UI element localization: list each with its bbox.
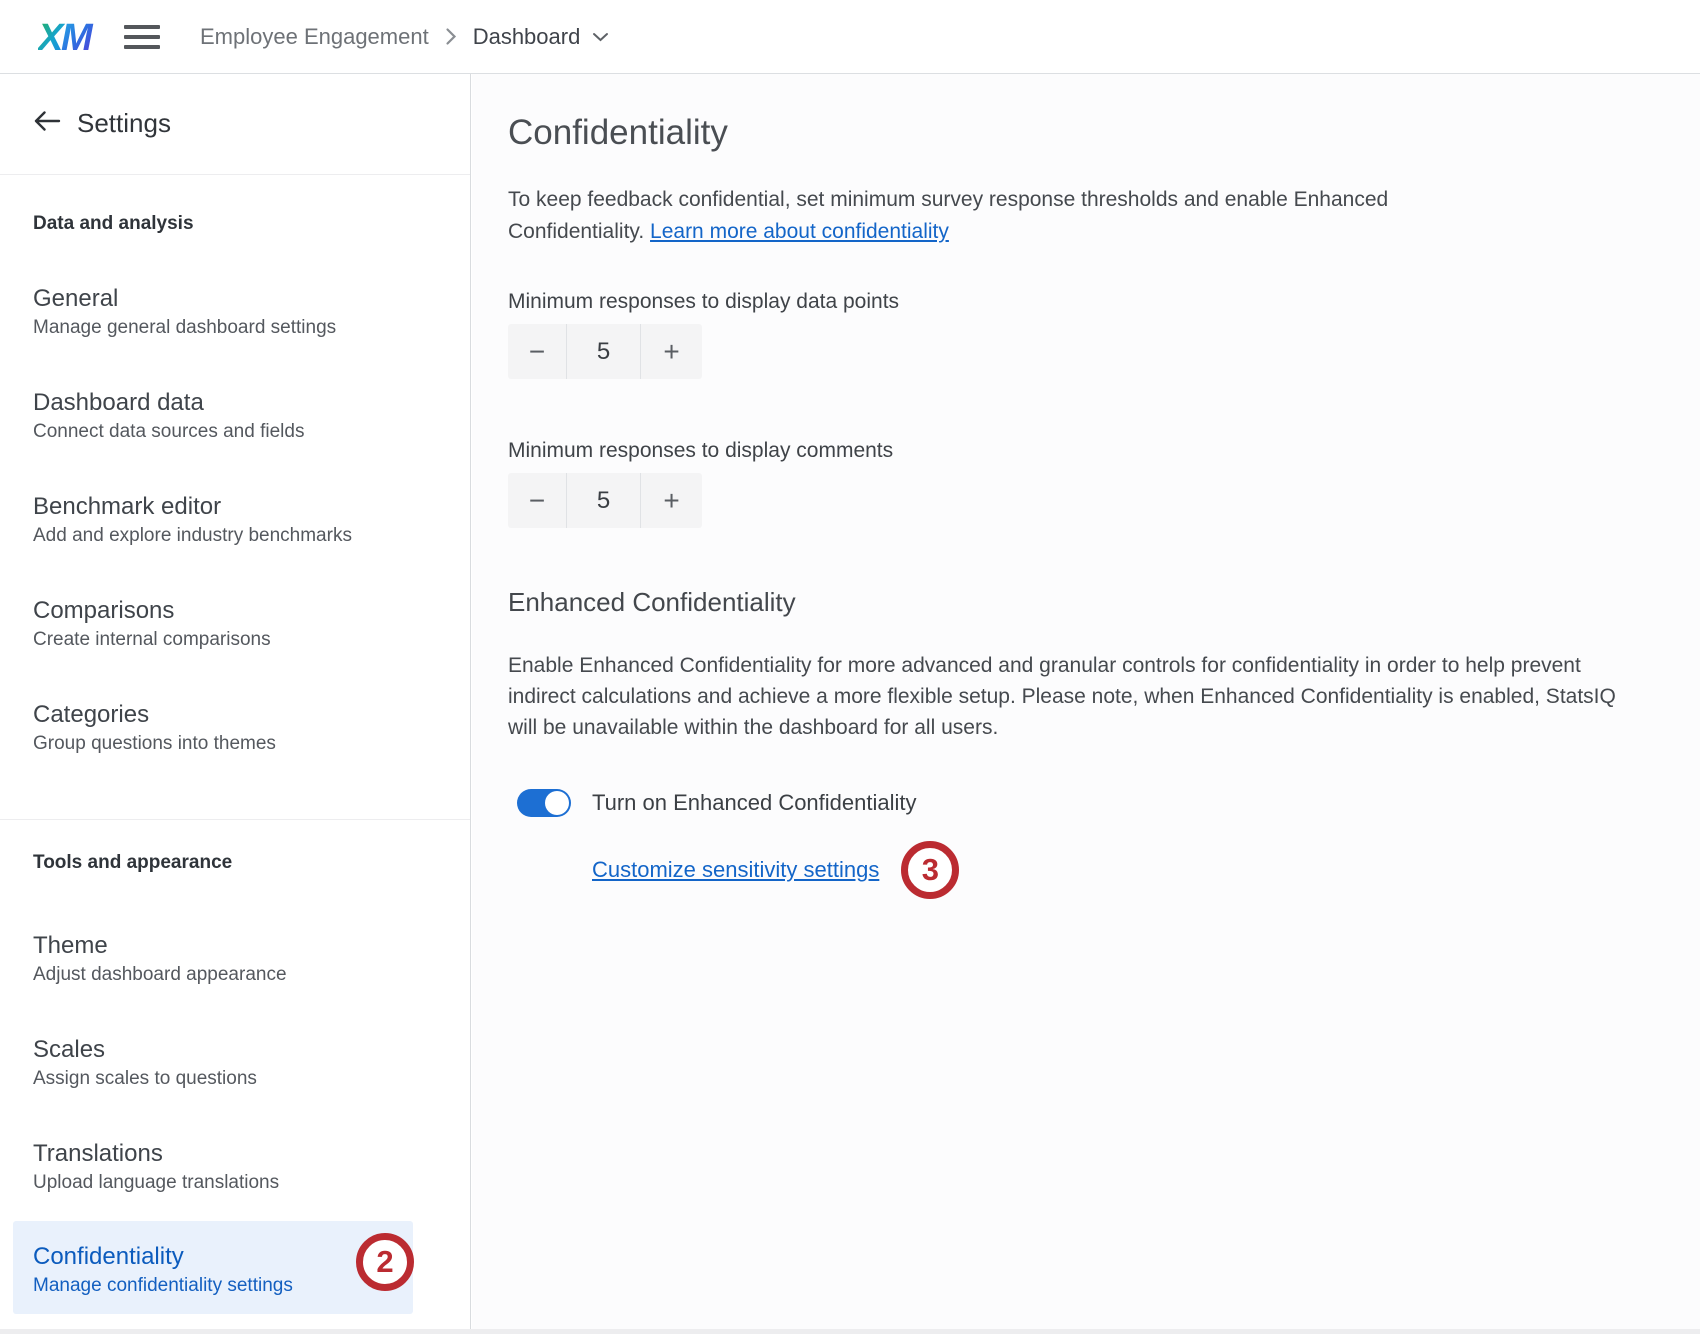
- sidebar-item-subtitle: Manage general dashboard settings: [33, 317, 337, 338]
- min-responses-data-points-stepper: [508, 324, 702, 379]
- bottom-edge-strip: [0, 1329, 1700, 1334]
- sidebar-item-general[interactable]: [0, 285, 470, 339]
- stepper-value: 5: [566, 324, 641, 379]
- increment-button[interactable]: +: [663, 484, 680, 516]
- increment-button[interactable]: +: [663, 335, 680, 367]
- sidebar-item-subtitle: Adjust dashboard appearance: [33, 964, 287, 985]
- sidebar-item-confidentiality-selected[interactable]: [13, 1221, 413, 1314]
- breadcrumb: [200, 24, 609, 50]
- customize-sensitivity-row: [508, 841, 1700, 899]
- sidebar-item-translations[interactable]: [0, 1140, 470, 1194]
- section-label-data-and-analysis: Data and analysis: [33, 213, 194, 234]
- sidebar-item-title: Scales: [33, 1036, 106, 1063]
- sidebar-item-title: Benchmark editor: [33, 493, 222, 520]
- sidebar-item-subtitle: Connect data sources and fields: [33, 421, 305, 442]
- svg-text:M: M: [61, 16, 93, 58]
- sidebar-item-title: Theme: [33, 932, 108, 959]
- learn-more-link[interactable]: Learn more about confidentiality: [650, 220, 949, 243]
- sidebar-item-subtitle: Group questions into themes: [33, 733, 276, 754]
- hamburger-menu-icon[interactable]: [124, 24, 162, 50]
- sidebar-item-title: Categories: [33, 701, 150, 728]
- breadcrumb-product[interactable]: Employee Engagement: [200, 23, 429, 49]
- sidebar-item-theme[interactable]: [0, 932, 470, 986]
- svg-text:X: X: [38, 16, 64, 58]
- enhanced-confidentiality-heading: Enhanced Confidentiality: [508, 587, 796, 617]
- settings-sidebar: [0, 74, 471, 1334]
- sidebar-item-dashboard-data[interactable]: [0, 389, 470, 443]
- sidebar-item-comparisons[interactable]: [0, 597, 470, 651]
- annotation-step-2-badge: 2: [356, 1233, 414, 1291]
- enhanced-confidentiality-toggle[interactable]: [517, 789, 571, 817]
- settings-title: Settings: [77, 108, 171, 138]
- sidebar-item-title: Translations: [33, 1140, 163, 1167]
- sidebar-item-subtitle: Upload language translations: [33, 1172, 280, 1193]
- section-label-tools-and-appearance: Tools and appearance: [33, 852, 233, 873]
- intro-paragraph: [508, 184, 1498, 248]
- enhanced-confidentiality-toggle-row: [508, 789, 1700, 817]
- toggle-label: Turn on Enhanced Confidentiality: [592, 790, 917, 815]
- intro-text: To keep feedback confidential, set minimum survey response thresholds and enable Enhanced Confidentiality.: [508, 188, 1389, 243]
- back-arrow-icon[interactable]: [33, 110, 61, 137]
- sidebar-section-divider: [0, 819, 470, 820]
- page-title: Confidentiality: [508, 113, 728, 152]
- confidentiality-settings-panel: [472, 74, 1700, 1334]
- breadcrumb-current-dashboard[interactable]: Dashboard: [472, 23, 581, 49]
- annotation-step-3-badge: 3: [901, 841, 959, 899]
- stepper-value: 5: [566, 473, 641, 528]
- sidebar-item-title: Dashboard data: [33, 389, 204, 416]
- sidebar-item-title: Confidentiality: [33, 1243, 184, 1270]
- min-responses-comments-label: Minimum responses to display comments: [508, 439, 894, 462]
- sidebar-item-subtitle: Assign scales to questions: [33, 1068, 257, 1089]
- xm-logo[interactable]: [38, 16, 98, 58]
- sidebar-item-subtitle: Create internal comparisons: [33, 629, 271, 650]
- decrement-button[interactable]: −: [528, 484, 546, 516]
- sidebar-item-title: Comparisons: [33, 597, 175, 624]
- sidebar-item-categories[interactable]: [0, 701, 470, 755]
- enhanced-confidentiality-description: Enable Enhanced Confidentiality for more advanced and granular controls for confidentiality in order to help prevent indirect calculations and achieve a more flexible setup. Please note, when Enhanced Confidentiality is enabled, StatsIQ will be unavailable within the dashboard for all users.: [508, 654, 1616, 739]
- min-responses-data-points-label: Minimum responses to display data points: [508, 290, 900, 313]
- chevron-down-icon[interactable]: [592, 32, 609, 42]
- customize-sensitivity-settings-link[interactable]: Customize sensitivity settings: [592, 857, 880, 882]
- toggle-knob: [545, 791, 569, 815]
- decrement-button[interactable]: −: [528, 335, 546, 367]
- sidebar-item-subtitle: Manage confidentiality settings: [33, 1275, 293, 1296]
- settings-back-header[interactable]: [0, 74, 470, 175]
- top-header: [0, 0, 1700, 74]
- sidebar-item-scales[interactable]: [0, 1036, 470, 1090]
- min-responses-comments-stepper: [508, 473, 702, 528]
- sidebar-item-subtitle: Add and explore industry benchmarks: [33, 525, 352, 546]
- sidebar-item-benchmark-editor[interactable]: [0, 493, 470, 547]
- chevron-right-icon: [445, 27, 457, 46]
- sidebar-item-title: General: [33, 285, 119, 312]
